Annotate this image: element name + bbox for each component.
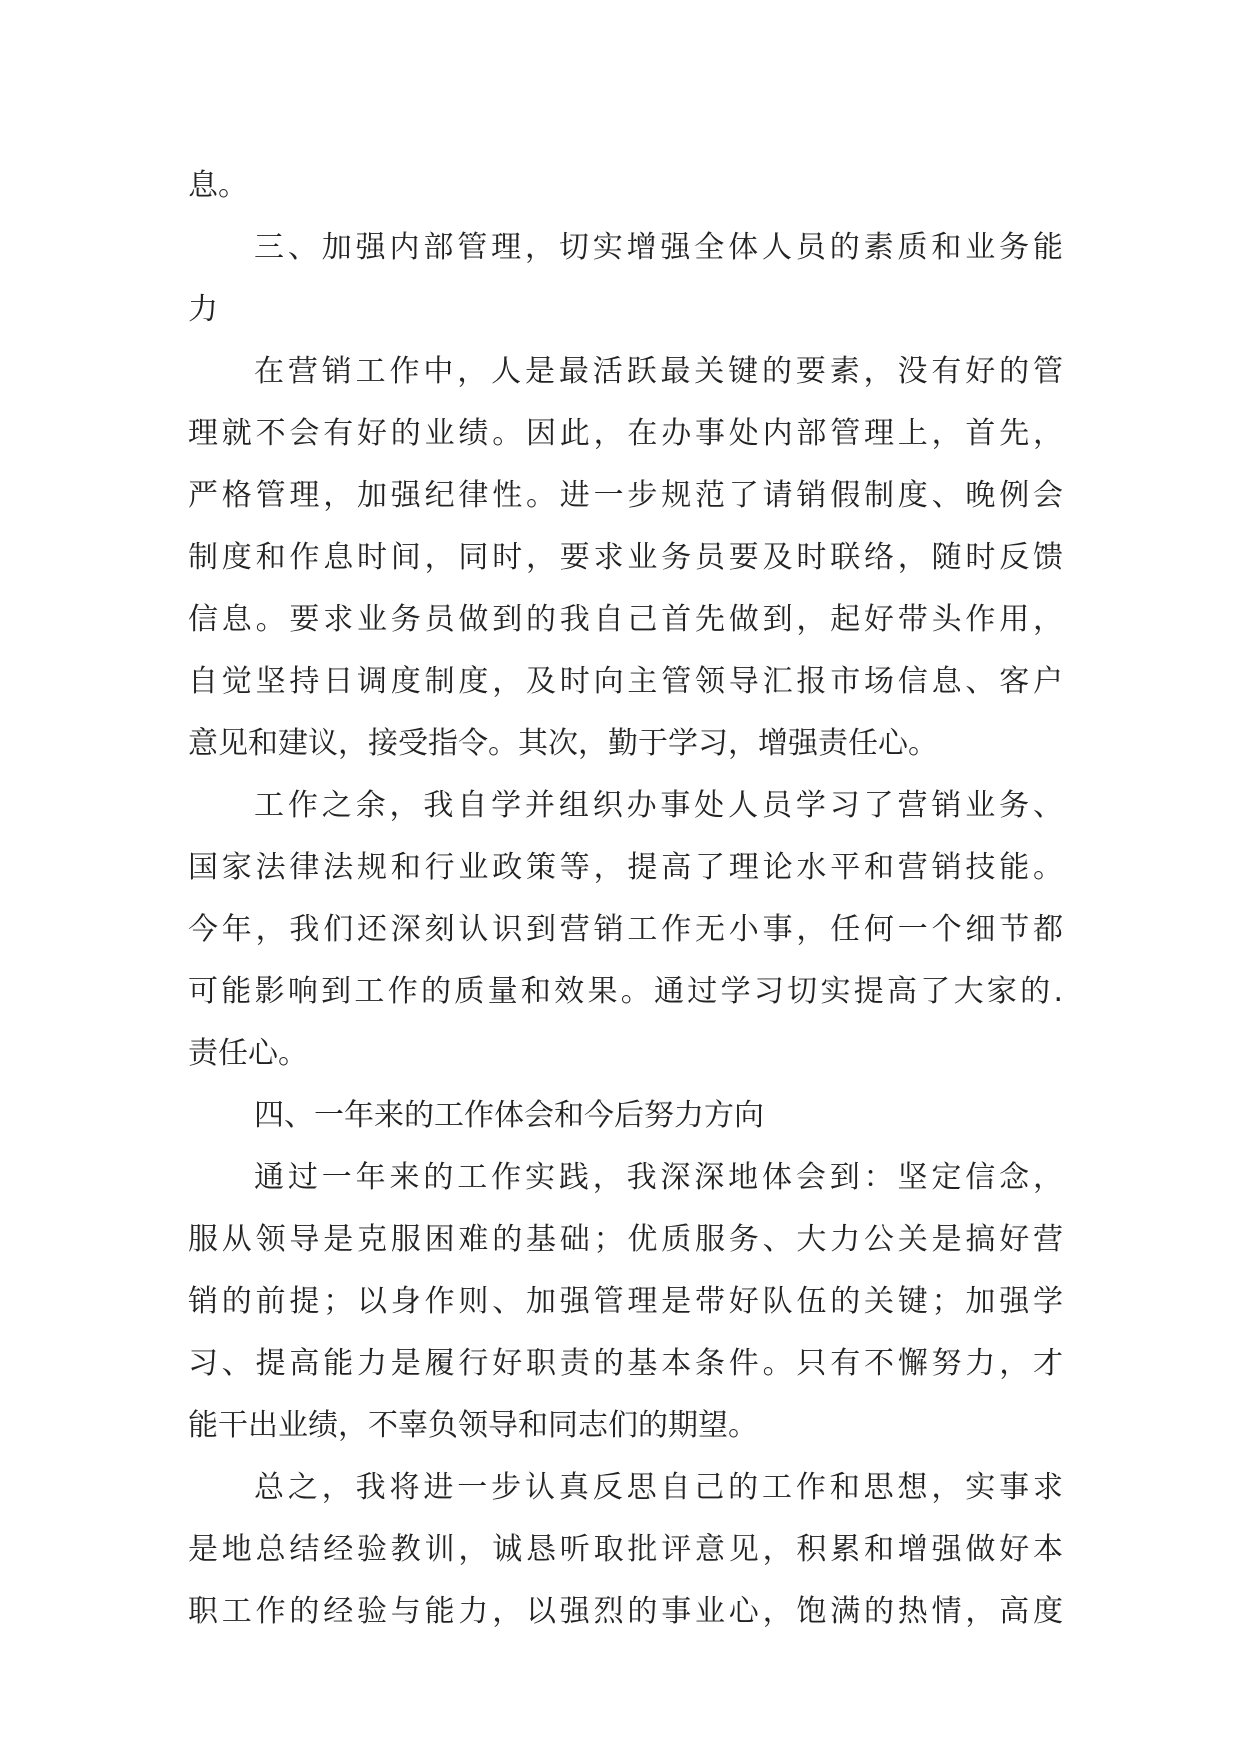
text-line: 可能影响到工作的质量和效果。通过学习切实提高了大家的.: [188, 974, 1063, 1009]
text-line: 信息。要求业务员做到的我自己首先做到，起好带头作用，: [188, 602, 1063, 637]
text-line: 销的前提；以身作则、加强管理是带好队伍的关键；加强学: [188, 1284, 1063, 1319]
text-line: 责任心。: [188, 1036, 308, 1071]
text-line: 能干出业绩，不辜负领导和同志们的期望。: [188, 1408, 758, 1443]
text-line: 是地总结经验教训，诚恳听取批评意见，积累和增强做好本: [188, 1532, 1063, 1567]
text-line: 习、提高能力是履行好职责的基本条件。只有不懈努力，才: [188, 1346, 1063, 1381]
text-line: 在营销工作中，人是最活跃最关键的要素，没有好的管: [254, 354, 1063, 389]
text-line: 服从领导是克服困难的基础；优质服务、大力公关是搞好营: [188, 1222, 1063, 1257]
text-line: 意见和建议，接受指令。其次，勤于学习，增强责任心。: [188, 726, 938, 761]
text-line: 息。: [188, 168, 248, 203]
document-body: [188, 155, 1063, 1643]
text-line: 通过一年来的工作实践，我深深地体会到：坚定信念，: [254, 1160, 1063, 1195]
text-line: 总之，我将进一步认真反思自己的工作和思想，实事求: [254, 1470, 1063, 1505]
text-line: 国家法律法规和行业政策等，提高了理论水平和营销技能。: [188, 850, 1063, 885]
text-line: 今年，我们还深刻认识到营销工作无小事，任何一个细节都: [188, 912, 1063, 947]
text-line: 自觉坚持日调度制度，及时向主管领导汇报市场信息、客户: [188, 664, 1063, 699]
text-line: 严格管理，加强纪律性。进一步规范了请销假制度、晚例会: [188, 478, 1063, 513]
text-line: 理就不会有好的业绩。因此，在办事处内部管理上，首先，: [188, 416, 1063, 451]
text-line: 制度和作息时间，同时，要求业务员要及时联络，随时反馈: [188, 540, 1063, 575]
section-heading-continued: 力: [188, 292, 218, 327]
text-line: 工作之余，我自学并组织办事处人员学习了营销业务、: [254, 788, 1063, 823]
section-heading: 三、加强内部管理，切实增强全体人员的素质和业务能: [254, 230, 1063, 265]
section-heading: 四、一年来的工作体会和今后努力方向: [254, 1098, 764, 1133]
text-line: 职工作的经验与能力，以强烈的事业心，饱满的热情，高度: [188, 1594, 1063, 1629]
